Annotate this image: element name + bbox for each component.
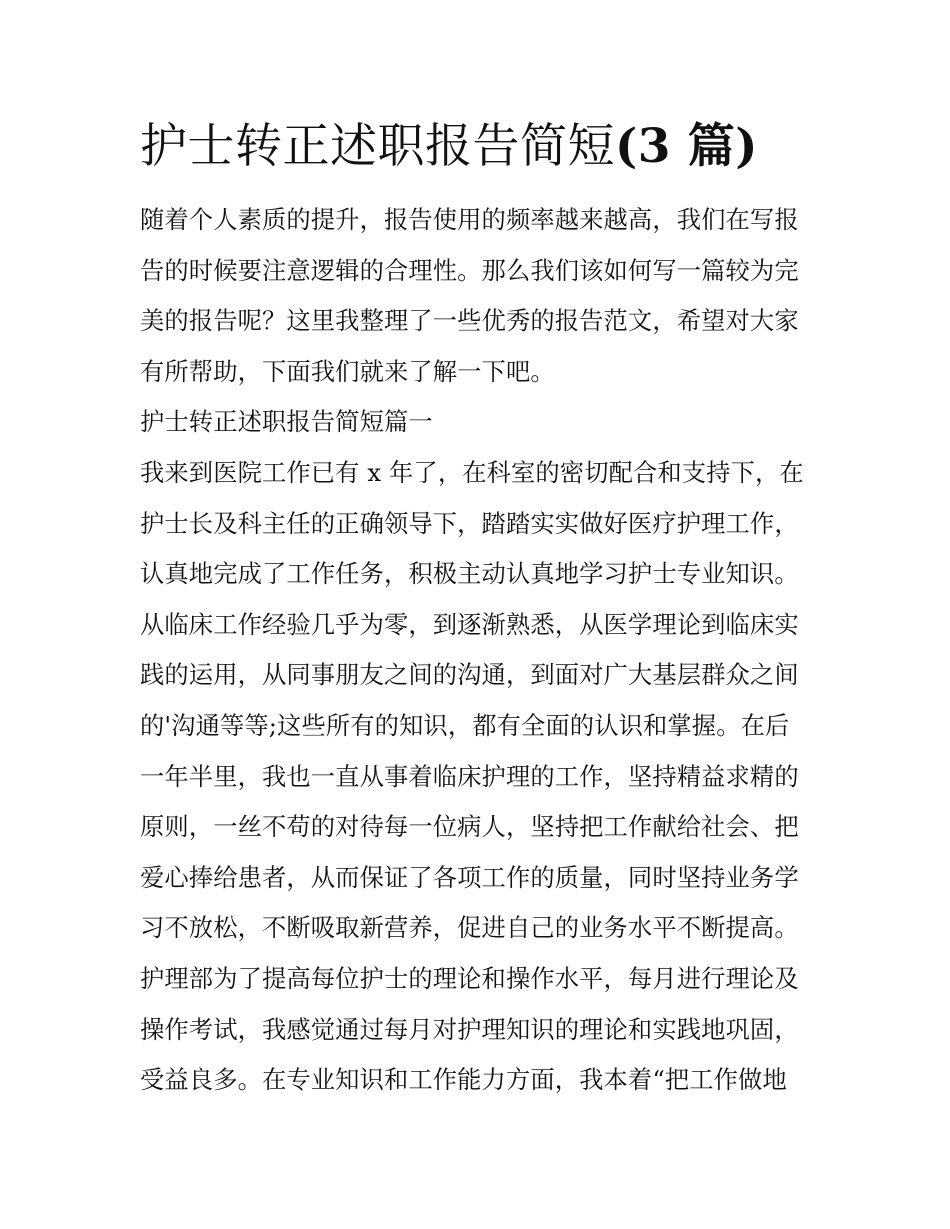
body-line: 一年半里，我也一直从事着临床护理的工作，坚持精益求精的: [140, 761, 799, 791]
title-count: (3 篇): [615, 119, 759, 174]
title-text: 护士转正述职报告简短: [140, 119, 615, 174]
body-line: 有所帮助，下面我们就来了解一下吧。: [140, 356, 555, 386]
document-page: [140, 112, 830, 1106]
body-line: 护士长及科主任的正确领导下，踏踏实实做好医疗护理工作，: [140, 508, 799, 538]
body-line: 践的运用，从同事朋友之间的沟通，到面对广大基层群众之间: [140, 660, 799, 690]
body-line: 习不放松，不断吸取新营养，促进自己的业务水平不断提高。: [140, 913, 799, 943]
body-line: 原则，一丝不苟的对待每一位病人，坚持把工作献给社会、把: [140, 812, 799, 842]
body-line: 告的时候要注意逻辑的合理性。那么我们该如何写一篇较为完: [140, 255, 799, 285]
body-line: 随着个人素质的提升，报告使用的频率越来越高，我们在写报: [140, 205, 799, 234]
body-line: 操作考试，我感觉通过每月对护理知识的理论和实践地巩固，: [140, 1014, 799, 1044]
body-line: 的'沟通等等;这些所有的知识，都有全面的认识和掌握。在后: [140, 710, 790, 740]
document-body: [140, 195, 830, 1106]
body-line: 受益良多。在专业知识和工作能力方面，我本着“把工作做地: [140, 1065, 787, 1095]
body-line: 爱心捧给患者，从而保证了各项工作的质量，同时坚持业务学: [140, 862, 799, 892]
section-heading: 护士转正述职报告简短篇一: [140, 407, 433, 437]
body-line: 从临床工作经验几乎为零，到逐渐熟悉，从医学理论到临床实: [140, 609, 799, 639]
document-title: [140, 112, 830, 182]
body-line: 美的报告呢？这里我整理了一些优秀的报告范文，希望对大家: [140, 306, 799, 336]
body-line: 护理部为了提高每位护士的理论和操作水平，每月进行理论及: [140, 963, 799, 993]
body-line: 我来到医院工作已有 x 年了，在科室的密切配合和支持下，在: [140, 457, 804, 487]
body-line: 认真地完成了工作任务，积极主动认真地学习护士专业知识。: [140, 559, 799, 589]
